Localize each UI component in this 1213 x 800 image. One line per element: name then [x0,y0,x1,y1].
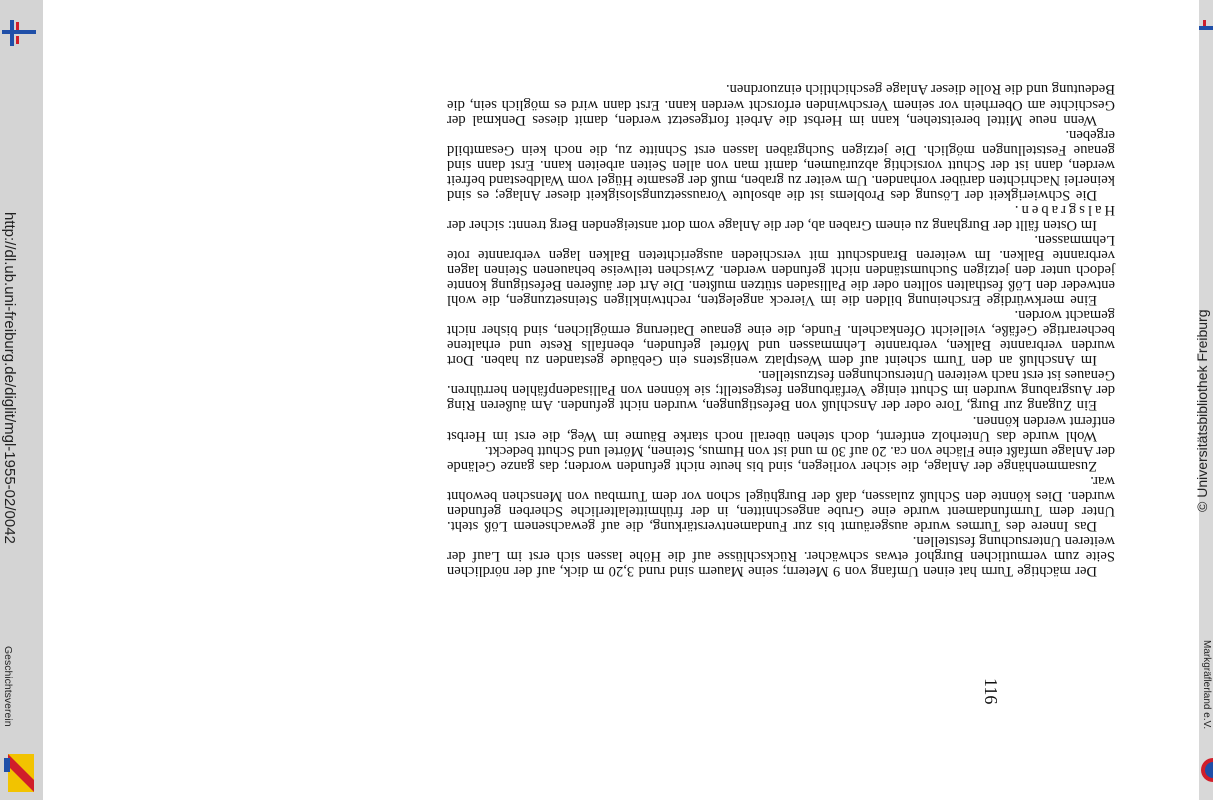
paragraph-3: Zusammenhänge der Anlage, die sicher vorliegen, sind bis heute nicht gefunden worden; das ganze Gelände der Anlage umfaßt eine Fläche von ca. 20 auf 30 m und ist von Humus, Steinen, Mörtel und Schutt bedeckt. [447,442,1115,474]
coat-of-arms-right-icon [1199,752,1213,788]
paragraph-10: Wenn neue Mittel bereitstehen, kann im Herbst die Arbeit fortgesetzt werden, damit dieses Denkmal der Geschichte am Oberrhein vor seinem Verschwinden erforscht werden kann. Erst dann wird es möglich sein, die Bedeutung und die Rolle dieser Anlage geschichtlich einzuordnen. [447,81,1115,128]
ub-freiburg-logo-icon [2,18,38,48]
paragraph-5: Ein Zugang zur Burg, Tore oder der Anschluß von Befestigungen, wurden nicht gefunden. Am äußeren Ring der Ausgrabung wurden im Schutt einige Verfärbungen festgestellt; sie können von Pallisadenpfählen herrühren. Genaues ist erst nach weiteren Untersuchungen festzustellen. [447,367,1115,414]
society-name-right: Markgräflerland e.V. [1201,640,1212,730]
digital-library-url[interactable]: http://dl.ub.uni-freiburg.de/diglit/mgl-1955-02/0042 [1,212,18,544]
paragraph-9: Die Schwierigkeit der Lösung des Problems ist die absolute Voraussetzungslosigkeit dieser Anlage; es sind keinerlei Nachrichten darüber vorhanden. Um weiter zu graben, muß der gesamte Hügel vom Waldbestand befreit werden, dann ist der Schutt vorsichtig abzuräumen, damit man von allen Seiten arbeiten kann. Erst dann sind genaue Feststellungen möglich. Die jetzigen Suchgräben lassen erst Schnitte zu, die noch kein Gesamtbild ergeben. [447,126,1115,203]
rotated-page-content [43,0,1199,800]
ub-freiburg-logo-right-icon [1199,18,1213,42]
paragraph-8-text: Im Osten fällt der Burghang zu einem Graben ab, der die Anlage vom dort ansteigenden Berg trennt: sicher der [447,216,1097,233]
paragraph-2: Das Innere des Turmes wurde ausgeräumt bis zur Fundamentverstärkung, die auf gewachsenem Löß steht. Unter dem Turmfundament wurde eine Grube angeschnitten, in der frühmittelalterliche Scherben gefunden wurden. Dies könnte den Schluß zulassen, daß der Burghügel schon vor dem Turmbau von Menschen bewohnt war. [447,472,1115,534]
library-copyright-right: © Universitätsbibliothek Freiburg [1194,309,1210,512]
paragraph-8-tail: . [1014,201,1019,218]
paragraph-4: Wohl wurde das Unterholz entfernt, doch stehen überall noch starke Bäume im Weg, die erst im Herbst entfernt werden können. [447,412,1115,444]
paragraph-1: Der mächtige Turm hat einen Umfang von 9 Metern; seine Mauern sind rund 3,20 m dick, auf der nördlichen Seite zum vermutlichen Burghof etwas schwächer. Rückschlüsse auf die Höhe lassen sich erst im Lauf der weiteren Untersuchung feststellen. [447,532,1115,579]
scanned-page [43,0,1199,800]
coat-of-arms-icon [4,752,38,796]
paragraph-8 [447,202,1115,232]
page-body-text [447,81,1115,578]
spaced-word: Halsgraben [1018,201,1115,218]
page-number: 116 [981,678,1001,705]
paragraph-7: Eine merkwürdige Erscheinung bilden die im Viereck angelegten, rechtwinkligen Steinsetzungen, die wohl entweder den Löß festhalten sollten oder die Pallisaden stützen mußten. Die Art der äußeren Befestigung konnte jedoch unter den jetzigen Suchumständen nicht gefunden werden. Zwischen teilweise behauenen Steinen lagen verbrannte Balken. Im weiteren Brandschutt mit verschieden ausgerichteten Balken lagen verbrannte rote Lehmmassen. [447,231,1115,309]
paragraph-6: Im Anschluß an den Turm scheint auf dem Westplatz wenigstens ein Gebäude gestanden zu haben. Dort wurden verbrannte Balken, verbrannte Lehmmassen und Mörtel gefunden, ebenfalls Reste und erhaltene becherartige Gefäße, vielleicht Ofenkacheln. Funde, die eine genaue Datierung ermöglichen, sind bisher nicht gemacht worden. [447,307,1115,369]
society-name-left: Geschichtsverein [2,646,14,727]
